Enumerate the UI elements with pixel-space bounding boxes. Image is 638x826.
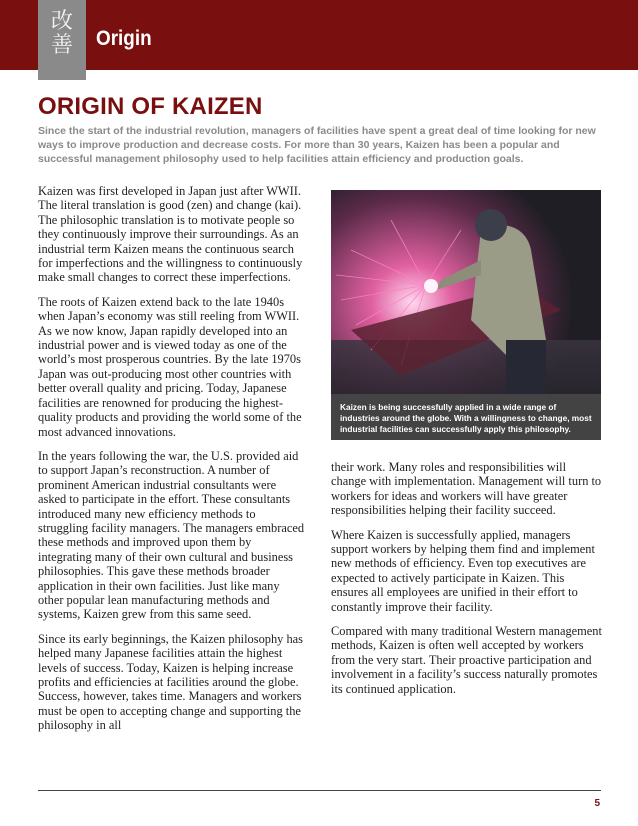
right-column: [331, 460, 603, 706]
body-paragraph: Kaizen was first developed in Japan just after WWII. The literal translation is good (zen) and change (kai). The philosophic translation is to motivate people so they continuously improve their surroundings. As an industrial term Kaizen means the continuous search for imperfections and the willingness to continuously make small changes to correct these imperfections.: [38, 184, 303, 285]
section-title: Origin: [96, 27, 152, 50]
kanji-zen: 善: [50, 33, 73, 58]
intro-paragraph: Since the start of the industrial revolution, managers of facilities have spent a great deal of time looking for new ways to improve production and decrease costs. For more than 30 years, Kaizen has been a popular and successful management philosophy used to help facilities attain efficiency and production goals.: [38, 125, 596, 165]
body-paragraph: Since its early beginnings, the Kaizen philosophy has helped many Japanese facilities attain the highest levels of success. Today, Kaizen is helping increase profits and efficiencies at facilities around the globe. Success, however, takes time. Managers and workers must be open to accepting change and supporting the philosophy in all: [38, 631, 303, 733]
body-paragraph: The roots of Kaizen extend back to the late 1940s when Japan’s economy was still reeling from WWII. As we now know, Japan rapidly developed into an industrial power and is viewed today as one of the world’s most prosperous countries. By the late 1970s Japan was out-producing most other countries with better overall quality and pricing. Today, Japanese facilities are renowned for producing the highest-quality products and providing the world some of the most advanced innovations.: [38, 294, 302, 439]
kaizen-kanji-logo: [38, 0, 86, 80]
photo-caption: Kaizen is being successfully applied in a wide range of industries around the globe. With a willingness to change, most industrial facilities can successfully apply this philosophy.: [331, 394, 601, 440]
body-paragraph: Compared with many traditional Western management methods, Kaizen is often well accepted by workers from the very start. Their proactive participation and involvement in a facility’s success naturally promotes its continued application.: [331, 624, 602, 696]
welding-photo: [331, 190, 601, 440]
body-paragraph: In the years following the war, the U.S. provided aid to support Japan’s reconstruction. A number of prominent American industrial consultants were asked to participate in the effort. These consultants introduced many new efficiency methods to struggling facility managers. The managers embraced these methods and improved upon them by integrating many of their own cultural and business philosophies. This gave these methods broader application in their own facilities. Just like many other popular lean manufacturing methods and systems, Kaizen grew from this same seed.: [38, 448, 305, 622]
body-paragraph: their work. Many roles and responsibilities will change with implementation. Management will turn to workers for ideas and workers will have greater responsibilities helping their facility succeed.: [331, 460, 602, 518]
kanji-kai: 改: [50, 9, 73, 34]
page-title: ORIGIN OF KAIZEN: [38, 93, 263, 120]
page-number: 5: [594, 798, 600, 809]
body-paragraph: Where Kaizen is successfully applied, managers support workers by helping them find and implement new methods of efficiency. Even top executives are expected to actively participate in Kaizen. This ensures all employees are unified in their effort to constantly improve their facility.: [331, 527, 595, 614]
left-column: [38, 184, 306, 743]
footer-divider: [38, 790, 601, 791]
